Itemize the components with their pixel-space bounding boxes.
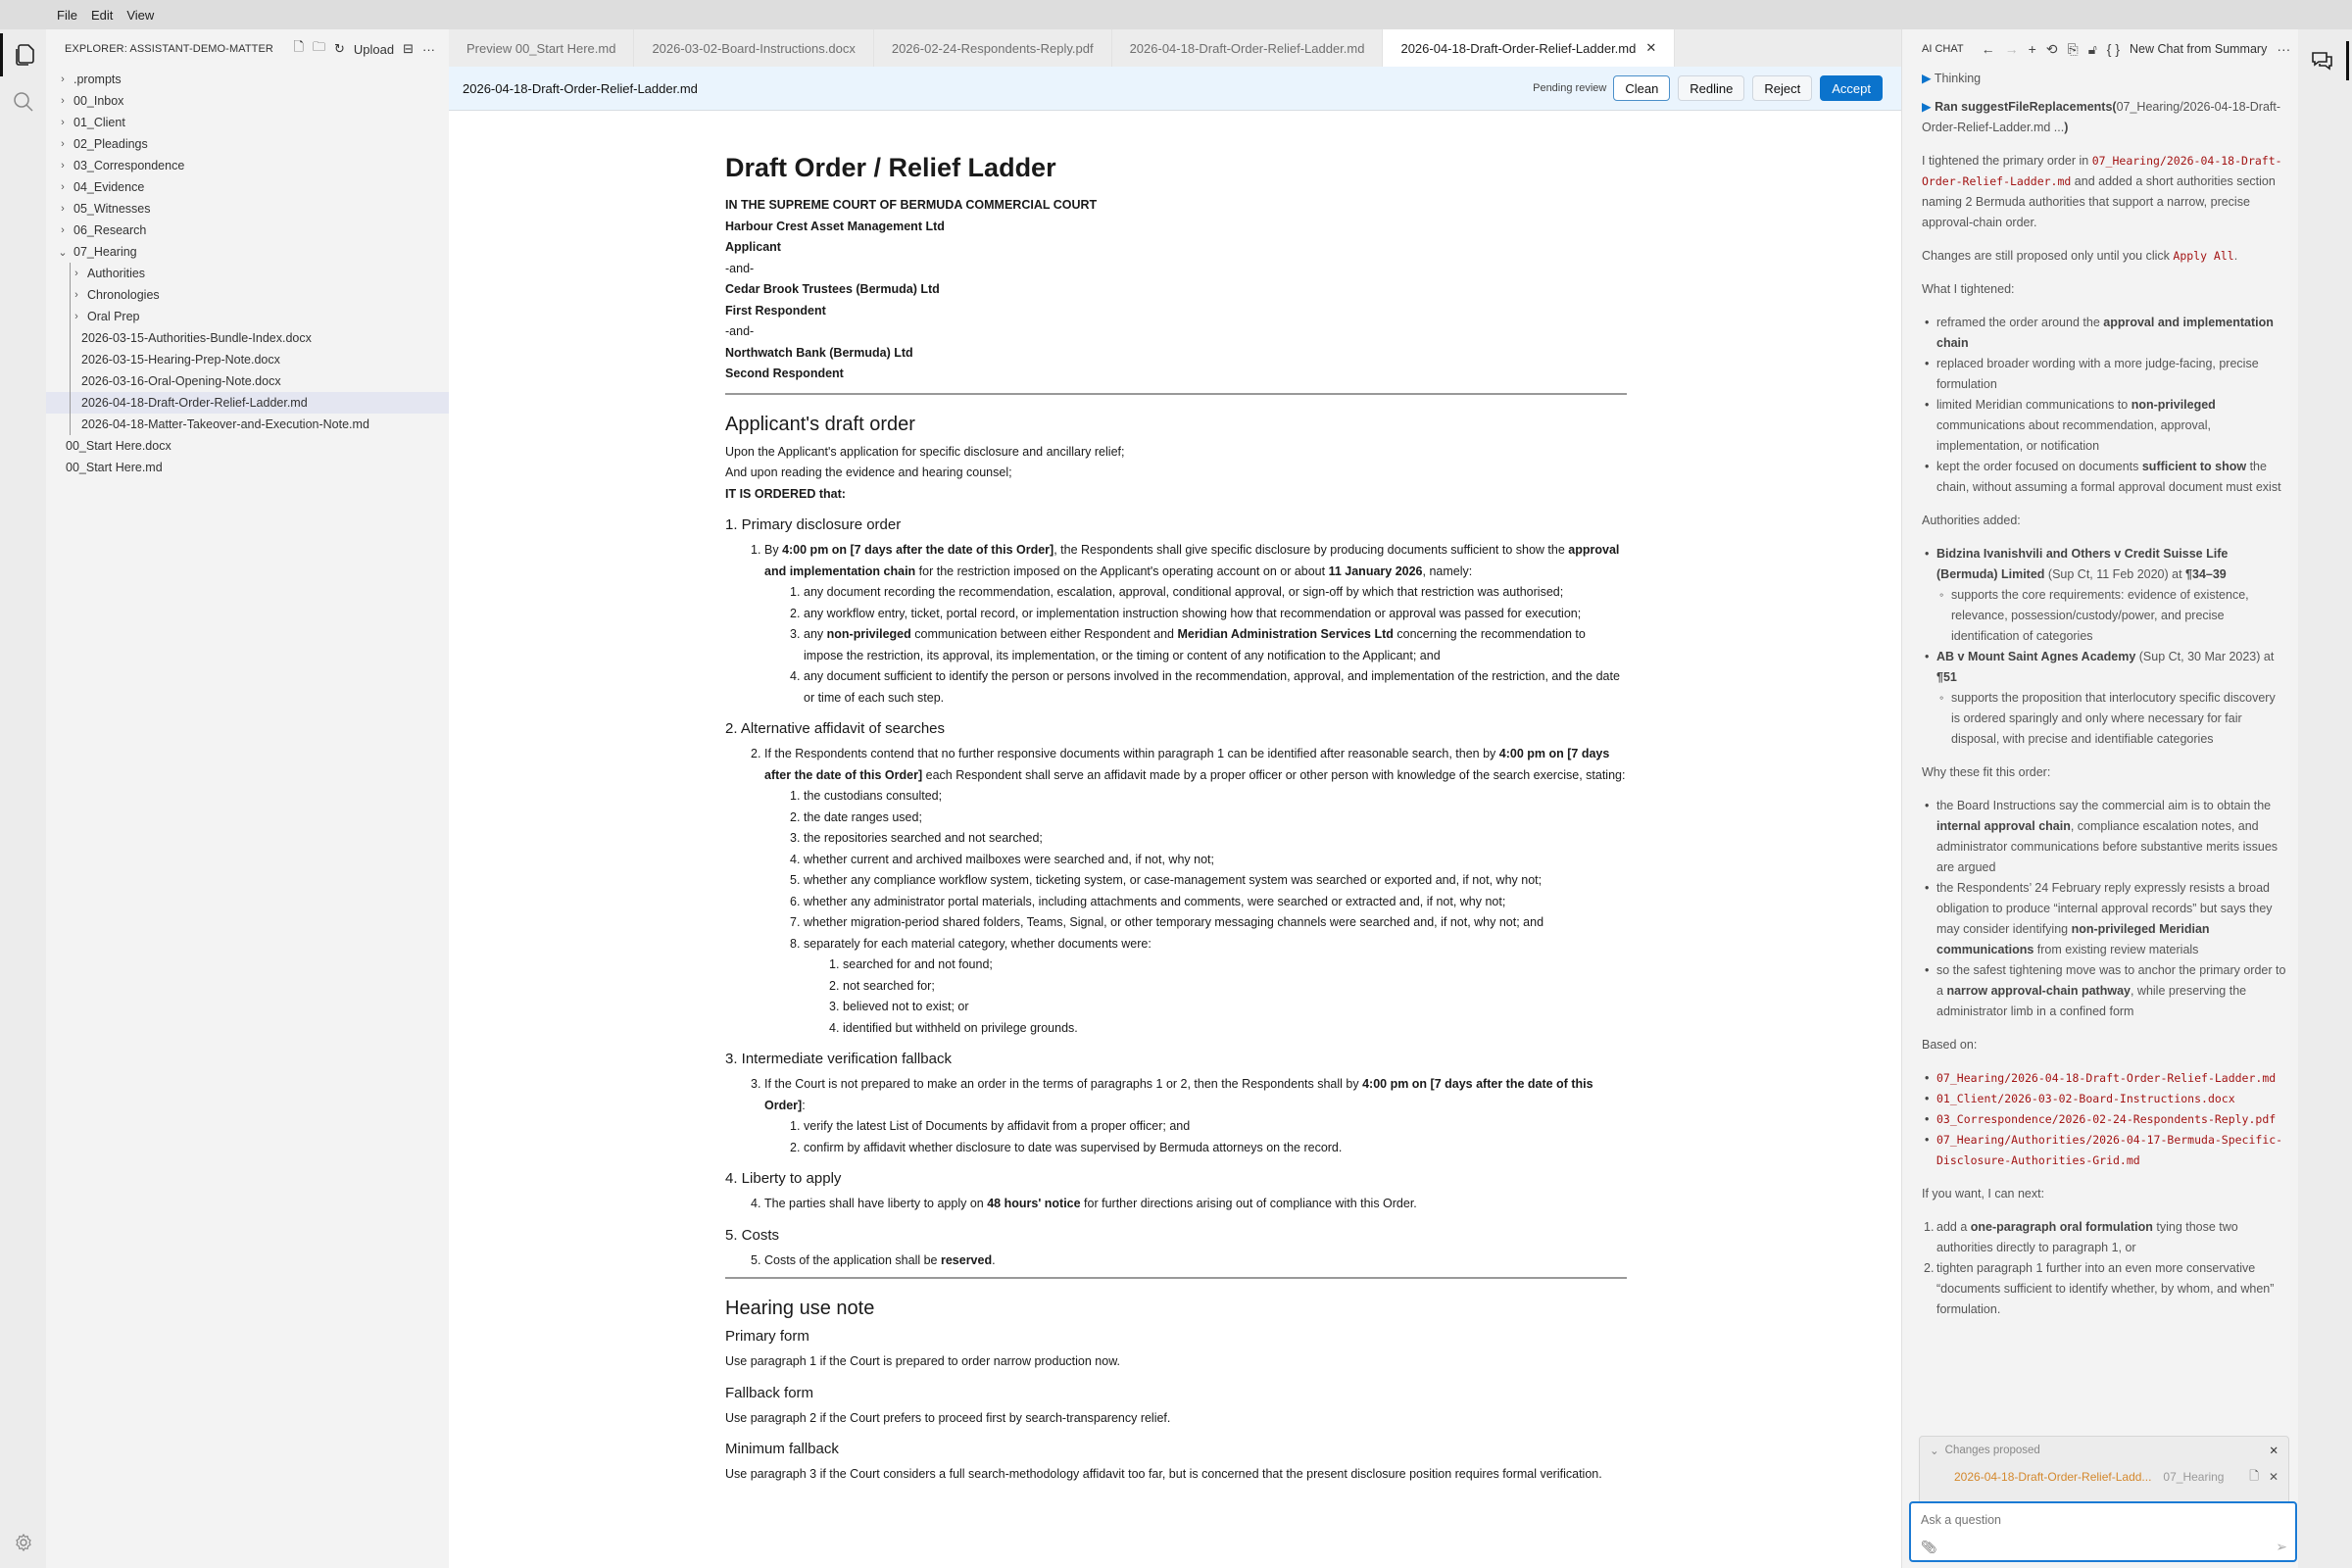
new-chat-icon[interactable]: + [2028,41,2036,57]
files-icon [14,43,35,67]
source-file-link[interactable]: • 03_Correspondence/2026-02-24-Respondents-Reply.pdf [1936,1109,2286,1130]
why-list [1922,796,2286,1022]
sub-subitem: 2. not searched for; [829,978,935,993]
reject-button[interactable]: Reject [1752,75,1812,101]
form-title: Primary form [725,1328,809,1345]
chat-label: Based on: [1922,1038,1978,1052]
subitem-text: not searched for; [843,978,935,993]
review-status: Pending review [1533,82,1607,94]
tree-file[interactable] [46,435,449,457]
text: reserved [940,1252,993,1267]
divider [725,1277,1627,1279]
tree-folder[interactable] [46,220,449,241]
attach-icon[interactable]: 📎︎ [1921,1540,1937,1554]
tree-label: 01_Client [74,116,125,129]
tree-label: 02_Pleadings [74,137,148,151]
braces-icon[interactable]: { } [2106,41,2121,57]
tool-call-toggle[interactable]: ▶ Ran suggestFileReplacements(07_Hearing/2026-04-18-Draft-Order-Relief-Ladder.md ...) [1922,100,2281,134]
tree-label: 00_Start Here.md [66,461,163,474]
tree-folder[interactable] [46,155,449,176]
source-file-link[interactable]: • 07_Hearing/Authorities/2026-04-17-Bermuda-Specific-Disclosure-Authorities-Grid.md [1936,1130,2286,1171]
chat-messages [1922,69,2286,1333]
menu-edit[interactable]: Edit [90,7,114,23]
lock-icon[interactable]: 🔓︎ [2087,40,2097,57]
list-item: • limited Meridian communications to non-privileged communications about recommendation, approval, implementation, or notification [1936,395,2286,457]
thinking-label: Thinking [1934,72,1982,85]
tree-folder[interactable] [46,69,449,90]
form-text: Use paragraph 3 if the Court considers a full search-methodology affidavit too far, but is concerned that the present disclosure position requires formal verification. [725,1467,1602,1481]
tree-label: 00_Start Here.docx [66,439,172,453]
chevron-right-icon: › [61,203,65,215]
subitem: 8. separately for each material category, whether documents were: [790,936,1152,951]
list-item: • the Respondents’ 24 February reply expressly resists a broad obligation to produce “internal approval records” but says they may consider identifying non-privileged Meridian communications from existing review materials [1936,878,2286,960]
text: Costs of the application shall be [764,1252,941,1267]
text: , namely: [1422,564,1473,578]
close-changes-icon[interactable]: ✕ [2269,1446,2278,1457]
text: any [804,627,827,641]
para-heading: 5. Costs [725,1226,780,1244]
more-icon[interactable]: ··· [2277,41,2291,57]
tool-name: Ran suggestFileReplacements( [1935,100,2117,114]
tree-label: 2026-03-16-Oral-Opening-Note.docx [81,374,281,388]
subitem: 7. whether migration-period shared folders, Teams, Signal, or other temporary messaging channels were searched and, if not, why not; and [790,915,1544,929]
chat-paragraph: Changes are still proposed only until you click Apply All. [1922,249,2238,263]
tree-folder[interactable] [46,133,449,155]
ask-input[interactable] [1921,1513,2274,1527]
text: 11 January 2026 [1328,564,1423,578]
text: 4:00 pm on [7 days after the date of this Order] [782,543,1054,557]
chevron-right-icon: › [61,181,65,193]
indent-guide [70,349,71,370]
open-file-icon[interactable]: 🗋 [2249,1468,2259,1483]
subitem: 3. the repositories searched and not searched; [790,831,1043,845]
divider [725,393,1627,395]
menu-bar [0,0,2352,29]
chat-title: AI CHAT [1922,43,1964,55]
document-title: Draft Order / Relief Ladder [725,153,1056,182]
subitem-text: searched for and not found; [843,957,993,971]
caption-line: -and- [725,261,755,275]
forward-icon[interactable]: → [2004,41,2019,57]
list-item: • kept the order focused on documents sufficient to show the chain, without assuming a formal approval document must exist [1936,457,2286,498]
settings-button[interactable] [0,1521,46,1564]
document-body [725,150,1627,1486]
caption-line: -and- [725,324,755,338]
tree-folder[interactable] [46,198,449,220]
explorer-header [46,29,449,69]
list-item: • replaced broader wording with a more judge-facing, precise formulation [1936,354,2286,395]
tree-folder[interactable] [46,176,449,198]
tree-file[interactable] [46,457,449,478]
chat-input-box [1909,1501,2297,1562]
text: If the Respondents contend that no further responsive documents within paragraph 1 can be identified after reasonable search, then by [764,747,1499,760]
subitem: any document sufficient to identify the person or persons involved in the recommendation, approval, and implementation of the restriction, and the date or time of each such step. [804,669,1620,705]
tightened-list [1922,313,2286,498]
history-icon[interactable]: ⟲ [2045,40,2058,57]
chat-header [1902,29,2298,69]
tree-label: 2026-03-15-Hearing-Prep-Note.docx [81,353,280,367]
tool-args: 07_Hearing/2026-04-18-Draft-Order-Relief-Ladder.md ... [1922,100,2281,134]
tree-file[interactable] [46,327,449,349]
subitem: 2. the date ranges used; [790,809,922,824]
chevron-right-icon: › [61,138,65,150]
chevron-right-icon: › [61,74,65,85]
authority-note: ◦ supports the core requirements: evidence of existence, relevance, possession/custody/power, and precise identification of categories [1951,585,2286,647]
tab-respondents-reply[interactable] [874,29,1112,67]
changed-file-row[interactable] [1920,1464,2288,1490]
tree-label: .prompts [74,73,122,86]
tree-label: 07_Hearing [74,245,137,259]
sub-subitem: 1. searched for and not found; [829,957,993,971]
para-4 [725,1194,1627,1215]
tree-label: 03_Correspondence [74,159,185,172]
new-chat-from-summary-button[interactable]: New Chat from Summary [2130,42,2268,56]
subitem: verify the latest List of Documents by affidavit from a proper officer; and [804,1119,1191,1133]
tree-label: 06_Research [74,223,147,237]
authority-item: • AB v Mount Saint Agnes Academy (Sup Ct, 30 Mar 2023) at ¶51 ◦ supports the proposition that interlocutory specific discovery is ordered sparingly and only where necessary for fair disposal, with precise and identifiable categories [1936,647,2286,750]
file-link[interactable]: 07_Hearing/2026-04-18-Draft-Order-Relief-Ladder.md [1922,154,2282,188]
explorer-activity-button[interactable] [0,33,46,76]
list-item: 1. add a one-paragraph oral formulation tying those two authorities directly to paragraph 1, or [1924,1220,2238,1254]
activity-bar [0,29,46,1568]
para-number: 2. [751,747,761,760]
subitem-text: believed not to exist; or [843,1000,969,1013]
case-caption [725,195,1627,385]
subitem-text: the repositories searched and not searched; [804,831,1043,845]
text: approval and implementation chain [764,543,1620,578]
sub-subitem: 4. identified but withheld on privilege grounds. [829,1020,1078,1035]
para-heading: 1. Primary disclosure order [725,516,902,533]
discard-change-icon[interactable]: ✕ [2268,1470,2278,1484]
more-actions-icon[interactable]: ··· [422,41,435,57]
authority-note: ◦ supports the proposition that interlocutory specific discovery is ordered sparingly and only where necessary for fair disposal, with precise and identifiable categories [1951,688,2286,750]
subitem: any workflow entry, ticket, portal record, or implementation instruction showing how that recommendation or approval was passed for execution; [804,606,1582,620]
tree-label: Chronologies [87,288,160,302]
tree-label: Authorities [87,267,146,280]
apply-all-code: Apply All [2173,249,2234,263]
tree-label: 05_Witnesses [74,202,151,216]
indent-guide [70,327,71,349]
sub-subitem: 3. believed not to exist; or [829,1000,969,1013]
tab-label: 2026-02-24-Respondents-Reply.pdf [891,40,1094,56]
based-on-list [1922,1068,2286,1171]
subitem-text: whether current and archived mailboxes were searched and, if not, why not; [804,852,1214,866]
tree-file[interactable] [46,414,449,435]
right-activity-bar [2298,29,2352,1568]
text: 48 hours' notice [987,1197,1081,1210]
tree-folder[interactable] [46,306,449,327]
upload-button[interactable]: Upload [353,41,395,57]
section-heading: Applicant's draft order [725,413,915,435]
review-filename: 2026-04-18-Draft-Order-Relief-Ladder.md [463,80,698,96]
tree-file[interactable] [46,392,449,414]
tree-label: 00_Inbox [74,94,124,108]
new-file-icon[interactable]: 🗋 [293,39,304,54]
text: each Respondent shall serve an affidavit made by a proper officer or other person with knowledge of the search exercise, stating: [922,767,1626,782]
list-item: • reframed the order around the approval and implementation chain [1936,313,2286,354]
refresh-icon[interactable]: ↻ [333,41,345,56]
chat-activity-button[interactable] [2298,41,2349,80]
recital: Upon the Applicant's application for specific disclosure and ancillary relief; [725,444,1125,459]
text: for the restriction imposed on the Applicant's operating account on or about [915,564,1329,578]
chevron-right-icon: › [74,268,78,279]
text: 4:00 pm on [7 days after the date of this Order] [764,747,1610,782]
accept-button[interactable]: Accept [1820,75,1883,101]
indent-guide [70,370,71,392]
tab-draft-order-active[interactable] [1383,29,1675,67]
text: By [764,543,783,557]
tree-file[interactable] [46,370,449,392]
source-file-link[interactable]: • 01_Client/2026-03-02-Board-Instructions.docx [1936,1089,2286,1109]
tree-label: 04_Evidence [74,180,145,194]
search-activity-button[interactable] [0,80,46,123]
tree-folder[interactable] [46,284,449,306]
chevron-right-icon: › [61,160,65,172]
tab-board-instructions[interactable] [634,29,873,67]
form-text: Use paragraph 2 if the Court prefers to proceed first by search-transparency relief. [725,1410,1171,1425]
new-folder-icon[interactable]: 🗀 [312,39,325,54]
subitem: confirm by affidavit whether disclosure to date was supervised by Bermuda attorneys on the record. [804,1140,1343,1154]
text: Meridian Administration Services Ltd [1177,627,1394,641]
chat-label: What I tightened: [1922,282,2015,296]
caption-line: First Respondent [725,303,826,318]
tree-label: 2026-04-18-Matter-Takeover-and-Execution-Note.md [81,417,369,431]
tree-folder[interactable] [46,263,449,284]
para-2 [725,744,1627,1039]
clean-button[interactable]: Clean [1613,75,1670,101]
explorer-sidebar [46,29,449,1568]
chat-label: Authorities added: [1922,514,2021,527]
para-5 [725,1250,1627,1272]
chevron-down-icon: ⌄ [58,246,68,259]
list-item: • so the safest tightening move was to anchor the primary order to a narrow approval-chain pathway, while preserving the administrator limb in a confined form [1936,960,2286,1022]
text: If the Court is not prepared to make an order in the terms of paragraphs 1 or 2, then the Respondents shall by [764,1077,1363,1091]
explorer-title: EXPLORER: ASSISTANT-DEMO-MATTER [65,43,273,55]
send-icon[interactable]: ➢ [2276,1539,2287,1554]
subitem: 6. whether any administrator portal materials, including attachments and comments, were searched or extracted and, if not, why not; [790,894,1506,908]
tab-label: 2026-04-18-Draft-Order-Relief-Ladder.md [1129,40,1365,56]
text: communication between either Respondent and [910,627,1178,641]
subitem: 5. whether any compliance workflow system, ticketing system, or case-management system was searched or exported and, if not, why not; [790,873,1543,887]
tree-label: 2026-04-18-Draft-Order-Relief-Ladder.md [81,396,308,410]
section-heading: Hearing use note [725,1298,875,1319]
para-heading: 4. Liberty to apply [725,1170,842,1187]
authorities-list [1922,544,2286,750]
changes-label: Changes proposed [1944,1445,2040,1456]
search-icon [13,91,34,113]
editor-area [449,29,1901,1568]
tree-folder[interactable] [46,90,449,112]
para-heading: 3. Intermediate verification fallback [725,1051,952,1067]
subitem-text: separately for each material category, whether documents were: [804,936,1152,951]
chevron-right-icon: › [61,224,65,236]
caption-line: Second Respondent [725,367,844,380]
menu-file[interactable]: File [57,7,77,23]
tab-label: Preview 00_Start Here.md [466,40,616,56]
caption-line: Cedar Brook Trustees (Bermuda) Ltd [725,282,940,296]
indent-guide [70,414,71,435]
para-number: 1. [751,543,761,557]
text: : [802,1098,806,1112]
gear-icon [14,1533,33,1552]
text: for further directions arising out of compliance with this Order. [1080,1197,1417,1210]
chat-label: If you want, I can next: [1922,1187,2045,1200]
tab-bar [449,29,1901,67]
subitem: 1. the custodians consulted; [790,789,943,803]
form-title: Fallback form [725,1384,814,1401]
subitem-text: whether any administrator portal materials, including attachments and comments, were searched or extracted and, if not, why not; [804,894,1506,908]
text: The parties shall have liberty to apply on [764,1197,988,1210]
list-item: • the Board Instructions say the commercial aim is to obtain the internal approval chain, compliance escalation notes, and administrator communications before substantive merits issues are argued [1936,796,2286,878]
authority-item: • Bidzina Ivanishvili and Others v Credit Suisse Life (Bermuda) Limited (Sup Ct, 11 Feb 2020) at ¶34–39 ◦ supports the core requirements: evidence of existence, relevance, possession/custody/power, and precise identification of categories [1936,544,2286,647]
tab-preview-start-here[interactable] [449,29,634,67]
subitem-text: whether any compliance workflow system, ticketing system, or case-management system was searched or exported and, if not, why not; [804,873,1543,887]
subitem: any document recording the recommendation, escalation, approval, conditional approval, or sign-off by which that restriction was authorised; [804,585,1564,599]
text: , the Respondents shall give specific disclosure by producing documents sufficient to show the [1054,543,1569,557]
tree-label: 2026-03-15-Authorities-Bundle-Index.docx [81,331,312,345]
source-file-link[interactable]: • 07_Hearing/2026-04-18-Draft-Order-Relief-Ladder.md [1936,1068,2286,1089]
collapse-all-icon[interactable]: ⊟ [403,41,414,56]
changed-file-name[interactable]: 2026-04-18-Draft-Order-Relief-Ladd... [1954,1470,2152,1484]
ordered-line: IT IS ORDERED that: [725,486,846,501]
caption-line: IN THE SUPREME COURT OF BERMUDA COMMERCIAL COURT [725,198,1098,212]
para-number: 4. [751,1197,761,1210]
indent-guide [70,392,71,414]
close-tab-icon[interactable]: ✕ [1645,40,1657,55]
tree-file[interactable] [46,349,449,370]
indent-guide [70,306,71,327]
text: 4:00 pm on [7 days after the date of this Order] [764,1077,1593,1112]
export-icon[interactable]: ⎘ [2067,40,2079,57]
caption-line: Northwatch Bank (Bermuda) Ltd [725,345,913,360]
next-steps-list [1922,1217,2286,1320]
menu-view[interactable]: View [126,7,155,23]
changed-file-dir: 07_Hearing [2163,1470,2225,1484]
para-heading: 2. Alternative affidavit of searches [725,720,946,737]
chevron-right-icon: › [74,311,78,322]
thinking-toggle[interactable]: ▶ Thinking [1922,72,1982,85]
collapse-chevron-icon[interactable]: ⌄ [1930,1446,1939,1457]
subitem-text: whether migration-period shared folders, Teams, Signal, or other temporary messaging channels were searched and, if not, why not; and [804,915,1544,929]
list-item: 2. tighten paragraph 1 further into an even more conservative “documents sufficient to identify whether, by whom, and when” formulation. [1924,1261,2275,1316]
tab-label: 2026-04-18-Draft-Order-Relief-Ladder.md [1400,40,1637,56]
tool-close: ) [2064,121,2069,134]
subitem: 4. whether current and archived mailboxes were searched and, if not, why not; [790,852,1214,866]
indent-guide [70,263,71,284]
file-tree [46,69,449,478]
chat-bubbles-icon [2311,50,2334,72]
tree-folder[interactable] [46,112,449,133]
chat-paragraph: I tightened the primary order in 07_Hearing/2026-04-18-Draft-Order-Relief-Ladder.md and added a short authorities section naming 2 Bermuda authorities that support a narrow, precise approval-chain order. [1922,154,2282,229]
recital: And upon reading the evidence and hearing counsel; [725,466,1012,479]
subitem-text: the custodians consulted; [804,789,943,803]
text: non-privileged [826,627,911,641]
para-1: 1. By 4:00 pm on [7 days after the date of this Order], the Respondents shall give specific disclosure by producing documents sufficient to show the approval and implementation chain for the restriction imposed on the Applicant's operating account on or about 11 January 2026, namely: 1. any document recording the recommendation, escalation, approval, conditional approval, or sign-off by which that restriction was authorised; 2. any workflow entry, ticket, portal record, or implementation instruction showing how that recommendation or approval was passed for execution; 3. any non-privileged communication between either Respondent and Meridian Administration Services Ltd concerning the recommendation to impose the restriction, its approval, its implementation, or the timing or content of any notification to the Applicant; and 4. any document sufficient to identify the person or persons involved in the recommendation, approval, and implementation of the restriction, and the date or time of each such step. [725,540,1627,709]
redline-button[interactable]: Redline [1678,75,1744,101]
back-icon[interactable]: ← [1981,41,1995,57]
indent-guide [70,284,71,306]
review-bar [449,67,1901,111]
caption-line: Harbour Crest Asset Management Ltd [725,219,945,233]
subitem-text: identified but withheld on privilege grounds. [843,1020,1078,1035]
tree-folder[interactable] [46,241,449,263]
para-number: 3. [751,1077,761,1091]
caption-line: Applicant [725,240,781,254]
para-number: 5. [751,1252,761,1267]
tab-label: 2026-03-02-Board-Instructions.docx [652,40,856,56]
chevron-right-icon: › [74,289,78,301]
ai-chat-panel [1901,29,2298,1568]
subitem-text: the date ranges used; [804,809,922,824]
form-title: Minimum fallback [725,1441,839,1457]
tab-draft-order[interactable] [1112,29,1384,67]
form-text: Use paragraph 1 if the Court is prepared to order narrow production now. [725,1354,1121,1368]
text: concerning the recommendation to impose the restriction, its approval, its implementation, or the timing or content of any notification to the Applicant; and [804,627,1586,662]
tree-label: Oral Prep [87,310,140,323]
para-3: 3. If the Court is not prepared to make an order in the terms of paragraphs 1 or 2, then the Respondents shall by 4:00 pm on [7 days after the date of this Order]: 1. verify the latest List of Documents by affidavit from a proper officer; and 2. confirm by affidavit whether disclosure to date was supervised by Bermuda attorneys on the record. [725,1074,1627,1158]
chat-label: Why these fit this order: [1922,765,2051,779]
text: . [992,1252,996,1267]
chevron-right-icon: › [61,95,65,107]
chevron-right-icon: › [61,117,65,128]
